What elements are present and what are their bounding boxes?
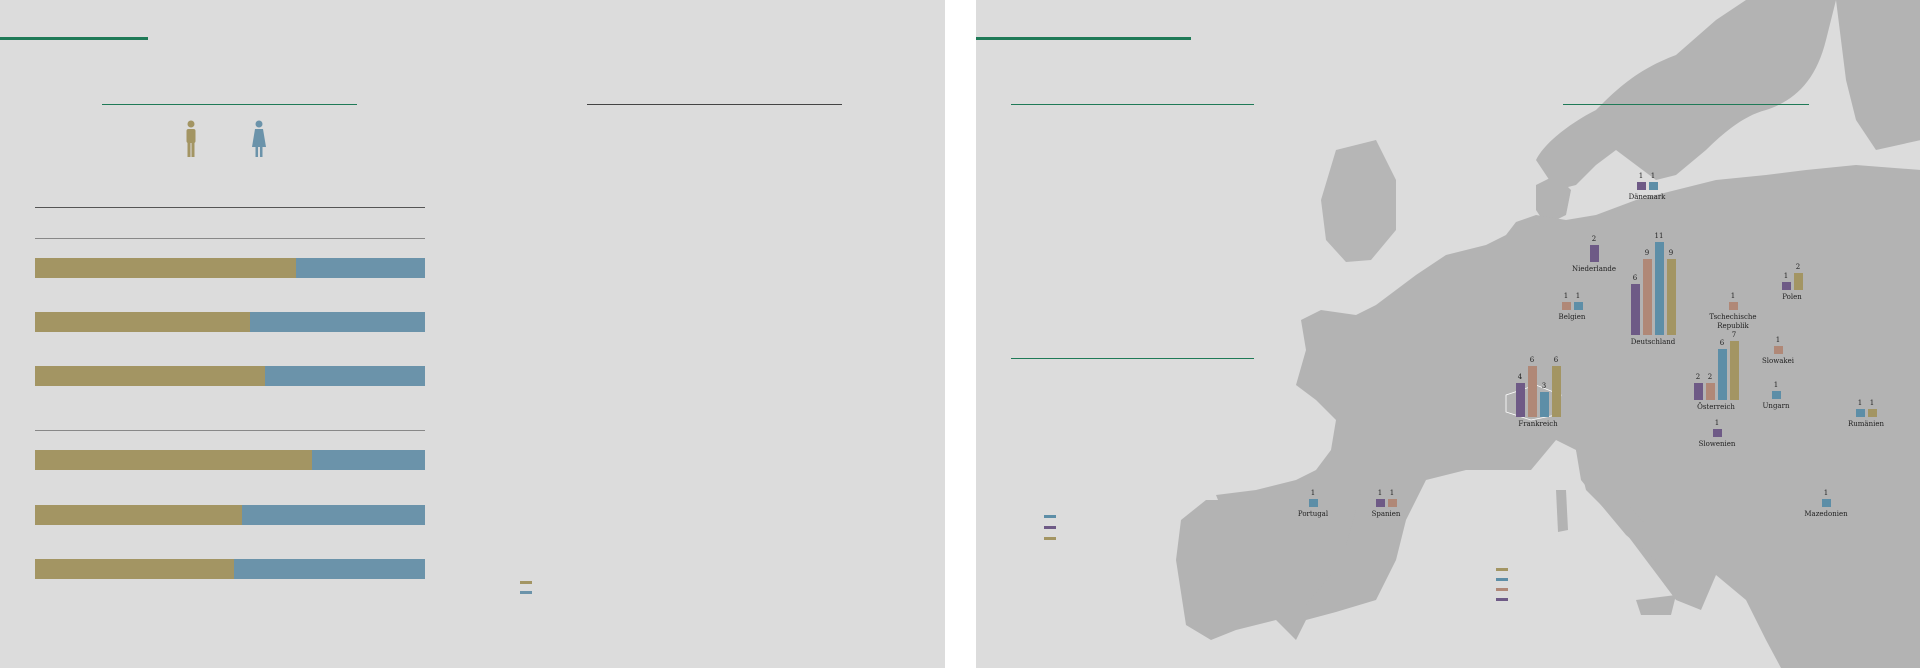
- map-bar: [1772, 391, 1781, 400]
- map-legend-2013: [1496, 588, 1512, 591]
- map-bar-value: 1: [1377, 488, 1383, 497]
- export-legend-gelder: [1044, 515, 1060, 518]
- map-legend-2014: [1496, 578, 1512, 581]
- map-country-name: Rumänien: [1848, 420, 1884, 428]
- map-bar: [1794, 273, 1803, 290]
- map-bar-value: 1: [1869, 398, 1875, 407]
- map-bar-value: 6: [1632, 274, 1638, 282]
- legend-swatch: [1044, 515, 1056, 518]
- map-bar: [1694, 383, 1703, 400]
- map-country-name: Polen: [1782, 293, 1802, 301]
- map-country-name: Niederlande: [1571, 265, 1617, 273]
- map-bar: [1706, 383, 1715, 400]
- map-bar: [1713, 429, 1722, 438]
- map-bar-value: 4: [1517, 373, 1523, 381]
- map-country-name: Mazedonien: [1804, 510, 1848, 518]
- map-bar-value: 1: [1823, 488, 1829, 497]
- map-bar-value: 1: [1730, 291, 1736, 300]
- map-bar: [1376, 499, 1385, 508]
- map-bar-value: 1: [1773, 380, 1779, 389]
- map-country-name: Belgien: [1558, 313, 1586, 321]
- map-country-name: Slowenien: [1698, 440, 1736, 448]
- legend-item-marktanteil: [520, 591, 536, 594]
- map-title-line: [1563, 104, 1809, 105]
- map-bar-value: 1: [1310, 488, 1316, 497]
- map-legend-2015: [1496, 568, 1512, 571]
- legend-swatch: [1496, 568, 1508, 571]
- map-country-name: Tschechische Republik: [1709, 313, 1757, 330]
- map-bar: [1856, 409, 1865, 418]
- export-legend-filme: [1044, 537, 1060, 540]
- map-country-name: Dänemark: [1628, 193, 1666, 201]
- map-bar: [1655, 242, 1664, 336]
- map-bar: [1631, 284, 1640, 335]
- map-bar-value: 6: [1719, 339, 1725, 347]
- map-bar: [1649, 182, 1658, 191]
- radar-chart: [0, 0, 945, 668]
- map-country-name: Deutschland: [1630, 338, 1676, 346]
- map-bar: [1643, 259, 1652, 336]
- map-bar-value: 2: [1695, 373, 1701, 381]
- map-bar: [1562, 302, 1571, 311]
- right-spread: [976, 0, 1920, 668]
- map-bar-value: 11: [1654, 231, 1664, 240]
- map-bar-value: 1: [1650, 171, 1656, 180]
- map-bar-value: 9: [1644, 248, 1650, 257]
- map-bar-value: 6: [1553, 356, 1559, 364]
- map-bar: [1729, 302, 1738, 311]
- map-title-block: [1506, 78, 1776, 91]
- map-country-name: Frankreich: [1518, 420, 1558, 428]
- legend-item-eintritte: [520, 581, 536, 584]
- map-bar-value: 1: [1575, 291, 1581, 300]
- page-gap: [945, 0, 976, 668]
- map-bar: [1516, 383, 1525, 417]
- map-bar-value: 1: [1783, 271, 1789, 280]
- map-bar-value: 1: [1389, 488, 1395, 497]
- map-bar-value: 2: [1707, 373, 1713, 381]
- map-bar: [1388, 499, 1397, 508]
- map-bar: [1782, 282, 1791, 291]
- map-country-name: Slowakei: [1761, 357, 1795, 365]
- map-bar-value: 1: [1563, 291, 1569, 300]
- map-bar-value: 2: [1795, 263, 1801, 271]
- map-bar: [1528, 366, 1537, 417]
- map-bar-value: 1: [1714, 418, 1720, 427]
- map-bar-value: 1: [1775, 335, 1781, 344]
- map-bar: [1552, 366, 1561, 417]
- legend-swatch: [1496, 588, 1508, 591]
- map-bar: [1309, 499, 1318, 508]
- map-bar-value: 1: [1638, 171, 1644, 180]
- map-bar: [1574, 302, 1583, 311]
- export-line-chart: [976, 0, 1920, 668]
- map-bar: [1667, 259, 1676, 336]
- map-bar: [1718, 349, 1727, 400]
- left-spread: [0, 0, 945, 668]
- legend-swatch: [520, 581, 532, 584]
- legend-swatch: [520, 591, 532, 594]
- legend-swatch: [1496, 578, 1508, 581]
- map-bar-value: 3: [1541, 381, 1547, 390]
- map-country-name: Portugal: [1297, 510, 1329, 518]
- legend-swatch: [1496, 598, 1508, 601]
- map-bar: [1637, 182, 1646, 191]
- map-bar-value: 2: [1591, 235, 1597, 243]
- map-bar: [1774, 346, 1783, 355]
- map-bar-value: 1: [1857, 398, 1863, 407]
- legend-swatch: [1044, 537, 1056, 540]
- map-country-name: Spanien: [1371, 510, 1401, 518]
- map-bar-value: 6: [1529, 356, 1535, 364]
- map-bar-value: 9: [1668, 248, 1674, 257]
- map-country-name: Ungarn: [1762, 402, 1790, 410]
- map-bar: [1590, 245, 1599, 262]
- legend-swatch: [1044, 526, 1056, 529]
- map-country-name: Österreich: [1697, 403, 1735, 411]
- map-bar: [1730, 341, 1739, 401]
- map-bar: [1868, 409, 1877, 418]
- map-bar: [1822, 499, 1831, 508]
- export-legend-gesuche: [1044, 526, 1060, 529]
- map-bar: [1540, 392, 1549, 418]
- map-legend-2012: [1496, 598, 1512, 601]
- map-bar-value: 7: [1731, 330, 1737, 339]
